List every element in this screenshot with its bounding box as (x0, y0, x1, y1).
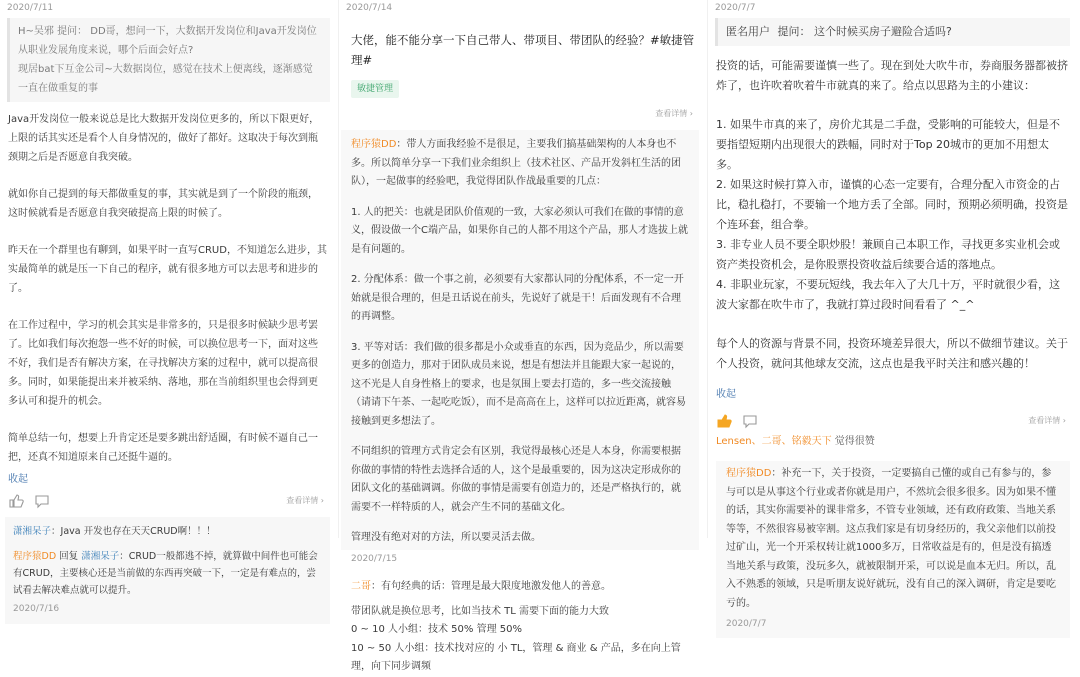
post-date: 2020/7/11 (7, 3, 54, 13)
comment-line: 0 ~ 10 人小组：技术 50% 管理 50% (351, 624, 522, 635)
comment-item (351, 578, 689, 597)
answer-paragraph: 在工作过程中，学习的机会其实是非常多的，只是很多时候缺少思考罢了。比如我们每次抱怨一些不好的时候，可以换位思考一下，面对这些不好，我们是否有解决方案，在寻找解决方案的过程中，就可以提高很多。同时，如果能提出来并被采纳、落地，那在当前组织里也会得到更多认可和提升的机会。 (8, 320, 318, 407)
action-row (8, 489, 330, 513)
comment-line: 10 ~ 50 人小组：技术找对应的 小 TL，管理 & 商业 & 产品，多在向上管理，向下同步调频 (351, 642, 681, 672)
question-label: 提问： (777, 25, 811, 38)
answer-paragraph: Java开发岗位一般来说总是比大数据开发岗位更多的，所以下限更好，上限的话其实还是看个人自身情况的，做好了都好。这取决于每次到瓶颈期之后是否愿意自我突破。 (8, 114, 320, 163)
comments-box (341, 130, 699, 672)
question-user[interactable]: H~吴邪 (18, 26, 54, 37)
like-icon[interactable] (8, 493, 24, 509)
comment-text: ：补充一下，关于投资，一定要搞自己懂的或自己有参与的，参与可以是从事这个行业或者你就是用户，不然坑会很多很多。因为如果不懂的话，其实你需要补的课非常多，不管专业领域，还有政府政策、当地关系等等，不然很容易被宰割。这点我们家是有切身经历的，我父亲他们以前投过矿山，光一个开采权转让就1000多万，日常收益是有的，但是没有搞透当地关系与政策，没玩多久，就被限制开采，可以说是血本无归。所以，乱入不熟悉的领域，只是听朋友说好就玩，没有自己的深入调研，肯定是要吃亏的。 (726, 468, 1056, 609)
answer-body (0, 110, 338, 467)
comment-paragraph: 不同组织的管理方式肯定会有区别，我觉得最核心还是人本身，你需要根据你做的事情的特性去选择合适的人，这个是最重要的，因为这决定形成你的团队文化的基础调调。你做的事情是需要有创造力的，还是严格执行的，就需要不一样特质的人，就会产生不同的基础文化。 (351, 446, 681, 513)
like-icon[interactable] (716, 413, 732, 429)
question-box (715, 18, 1070, 46)
comment-author[interactable]: 潇湘呆子 (13, 526, 52, 537)
liked-suffix: 觉得很赞 (831, 436, 875, 447)
comment-paragraph: 2. 分配体系：做一个事之前，必须要有大家都认同的分配体系，不一定一开始就是很合理的，但是丑话说在前头，先说好了就是干！后面发现有不合理的再调整。 (351, 274, 684, 322)
comment-item (351, 136, 689, 192)
comments-box (5, 517, 330, 624)
answer-body (708, 46, 1080, 374)
topic-tag[interactable]: 敏捷管理 (351, 80, 399, 98)
view-details-link[interactable]: 查看详情 › (655, 109, 693, 118)
action-row (716, 409, 1072, 433)
comment-text: ：有句经典的话：管理是最大限度地激发他人的善意。 (371, 581, 611, 592)
question-user[interactable]: 匿名用户 (726, 25, 770, 38)
reply-word: 回复 (59, 551, 79, 562)
comments-box (716, 461, 1070, 638)
answer-paragraph: 就如你自己提到的每天都做重复的事，其实就是到了一个阶段的瓶颈，这时候就看是否愿意自我突破提高上限的时候了。 (8, 189, 318, 219)
collapse-link[interactable]: 收起 (8, 474, 28, 485)
answer-paragraph: 简单总结一句，想要上升肯定还是要多跳出舒适圈，有时候不逼自己一把，还真不知道原来自己还挺牛逼的。 (8, 433, 318, 463)
question-box (7, 18, 330, 102)
comment-text: ：CRUD一般都逃不掉，就算做中间件也可能会有CRUD，主要核心还是当前做的东西再突破一下，一定是有难点的，尝试看去解决难点就可以提升。 (13, 551, 318, 596)
collapse-link[interactable]: 收起 (716, 389, 736, 400)
question-text: 这个时候买房子避险合适吗? (814, 25, 952, 38)
comment-paragraph: 3. 平等对话：我们做的很多都是小众或垂直的东西，因为竞品少，所以需要更多的创造力，那对于团队成员来说，想是有想法并且能跟大家一起说的，这不光是人自身性格上的要求，也是氛围上要去打造的，多一些交流接触（请请下午茶、一起吃吃饭），而不是高高在上，这样可以拉近距离，就容易接触到更多想法了。 (351, 341, 686, 427)
comment-date: 2020/7/15 (351, 553, 398, 564)
liked-names[interactable]: Lensen、二哥、铭毅天下 (716, 436, 832, 447)
comment-text: ：带人方面我经验不是很足，主要我们搞基础架构的人本身也不多。所以简单分享一下我们业余组织上（技术社区、产品开发斜杠生活的团队），一起做事的经验吧，我觉得团队作战最重要的几点： (351, 139, 681, 187)
comment-text: ：Java 开发也存在天天CRUD啊！！！ (51, 526, 216, 537)
view-details-link[interactable]: 查看详情 › (1028, 416, 1066, 425)
post-column-1 (0, 0, 338, 614)
comment-author[interactable]: 程序猿DD (351, 139, 397, 150)
comment-author[interactable]: 程序猿DD (726, 468, 772, 479)
answer-paragraph: 每个人的资源与背景不同，投资环境差异很大，所以不做细节建议。关于个人投资，就问其他球友交流，这点也是我平时关注和感兴趣的！ (716, 337, 1068, 370)
action-row (339, 98, 707, 128)
comment-author[interactable]: 程序猿DD (13, 551, 57, 562)
comment-date: 2020/7/16 (13, 604, 60, 614)
post-date: 2020/7/14 (346, 3, 393, 13)
answer-paragraph: 1. 如果牛市真的来了，房价尤其是二手盘，受影响的可能较大，但是不要指望短期内出现很大的跌幅，同时对于Top 20城市的更加不用想太多。 2. 如果这时候打算入市，谨慎的心态一定要有，合理分配入市资金的占比，稳扎稳打，不要输一个地方丢了全部。同时，预期必须明确，投资是个连环套，组合拳。 3. 非专业人员不要全职炒股！兼顾自己本职工作，寻找更多实业机会或资产类投资机会，是你股票投资收益后续要合适的落地点。 4. 非职业玩家，不要玩短线，我去年入了大几十万，平时就很少看，这波大家都在吹牛市了，我就打算过段时间看看了 ^_^ (716, 118, 1068, 311)
comment-item (13, 548, 322, 599)
comment-author[interactable]: 二哥 (351, 581, 371, 592)
post-column-2 (338, 0, 707, 672)
question-quote: 现居bat下互金公司~大数据岗位，感觉在技术上便离线，逐渐感觉一直在做重复的事 (18, 64, 313, 94)
answer-paragraph: 昨天在一个群里也有聊到，如果平时一直写CRUD，不知道怎么进步，其实最简单的就是压一下自己的程序，就有很多地方可以去思考和进步的了。 (8, 245, 327, 294)
comment-paragraph: 1. 人的把关：也就是团队价值观的一致，大家必须认可我们在做的事情的意义，假设做一个C端产品，如果你自己的人都不用这个产品，那人才选拔上就是有问题的。 (351, 206, 688, 255)
comment-item (13, 523, 322, 540)
view-details-link[interactable]: 查看详情 › (286, 496, 324, 505)
reply-target[interactable]: 潇湘呆子 (81, 551, 120, 562)
question-text: DD哥，想问一下，大数据开发岗位和Java开发岗位从职业发展角度来说，哪个后面会好点? (18, 26, 317, 56)
post-column-3 (707, 0, 1080, 629)
answer-paragraph: 投资的话，可能需要谨慎一些了。现在到处大吹牛市，券商服务器都被挤炸了，也许吹着吹着牛市就真的来了。给点以思路为主的小建议： (716, 59, 1068, 92)
liked-by (708, 433, 1080, 451)
comment-date: 2020/7/7 (726, 619, 767, 629)
comment-icon[interactable] (34, 493, 50, 509)
comment-icon[interactable] (742, 413, 758, 429)
post-title: 大佬，能不能分享一下自己带人、带项目、带团队的经验？#敏捷管理# (351, 33, 695, 67)
post-date: 2020/7/7 (715, 3, 756, 13)
comment-paragraph: 管理没有绝对对的方法，所以要灵活去做。 (351, 532, 541, 543)
question-label: 提问： (57, 26, 88, 37)
comment-line: 带团队就是换位思考，比如当技术 TL 需要下面的能力大致 (351, 605, 610, 617)
